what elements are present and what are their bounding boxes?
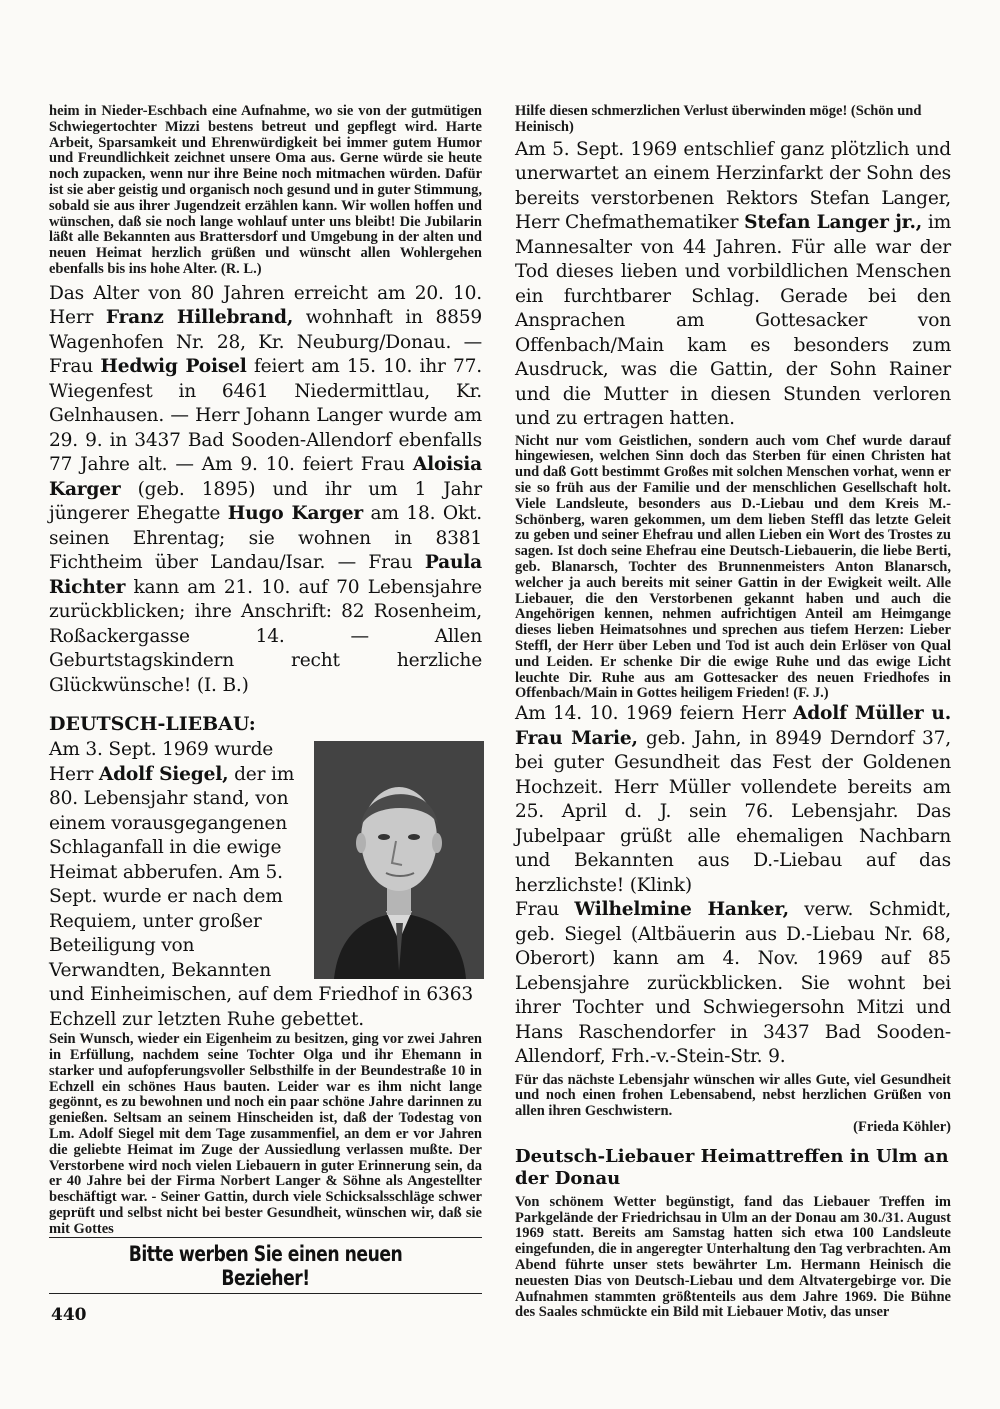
promo-banner (49, 1237, 482, 1294)
golden-wedding-paragraph: Am 14. 10. 1969 feiern Herr Adolf Müller u. Frau Marie, geb. Jahn, in 8949 Derndorf 37, bei guter Gesundheit das Fest der Goldenen Hochzeit. Herr Müller vollendete bereits am 25. April d. J. sein 76. Lebensjahr. Das Jubelpaar grüßt alle ehemaligen Nachbarn und Bekannten aus D.-Liebau auf das herzlichste! (Klink) (515, 703, 952, 896)
hanker-birthday-paragraph: Frau Wilhelmine Hanker, verw. Schmidt, geb. Siegel (Altbäuerin aus D.-Liebau Nr. 68, Oberort) kann am 4. Nov. 1969 auf 85 Lebensjahre zurückblicken. Sie wohnt bei ihrer Tochter und Schwiegersohn Mitzi und Hans Raschendorfer in 3437 Bad Sooden-Allendorf, Frh.-v.-Stein-Str. 9. (515, 899, 951, 1068)
left-column (49, 104, 482, 1238)
left-paragraph-4: Sein Wunsch, wieder ein Eigenheim zu besitzen, ging vor zwei Jahren in Erfüllung, nachdem seine Tochter Olga und ihr Ehemann in starker und aufopferungsvoller Selbsthilfe in der Beundestraße 10 in Echzell ein schönes Haus bauten. Leider war es ihm nicht lange gegönnt, es zu bewohnen und noch ein paar schöne Jahre darinnen zu genießen. Seltsam an seinem Hinscheiden ist, daß der Todestag von Lm. Adolf Siegel mit dem Tage zusammenfiel, an dem er vor Jahren die geliebte Heimat im Zuge der Aussiedlung verlassen mußte. Der Verstorbene wird noch vielen Liebauern in guter Erinnerung sein, da er 40 Jahre bei der Firma Norbert Langer & Söhne als Angestellter beschäftigt war. - Seiner Gattin, durch viele Schicksalsschläge schwer geprüft und selbst nicht bei bester Gesundheit, wünschen wir, daß sie mit Gottes (49, 1031, 482, 1237)
right-paragraph-3: Nicht nur vom Geistlichen, sondern auch vom Chef wurde darauf hingewiesen, welchen Sinn doch das Sterben für einen Christen hat und daß Gott bestimmt Großes mit solchen Menschen vorhat, wenn er sie so früh aus der Familie und der menschlichen Gesellschaft holt. Viele Landsleute, besonders aus D.-Liebau und dem Kreis M.-Schönberg, waren gekommen, um dem lieben Steffl das letzte Geleit zu geben und seiner Ehefrau und allen Lieben ein Wort des Trostes zu sagen. Ist doch seine Ehefrau eine Deutsch-Liebauerin, die liebe Berti, geb. Blanarsch, Tochter des Brunnenmeisters Anton Blanarsch, welcher ja auch bereits mit seiner Gattin in der Ewigkeit weilt. Alle Liebauer, die den Verstorbenen gekannt haben und auch die Angehörigen kennen, nehmen aufrichtigen Anteil am Heimgange dieses lieben Heimatsohnes und sprechen aus tiefem Herzen: Lieber Steffl, der Herr über Leben und Tod ist auch dein Erlöser von Qual und Leiden. Er schenke Dir die ewige Ruhe und das ewige Licht leuchte Dir. Ruhe aus am Gottesacker des neuen Friedhofes in Offenbach/Main in Gottes heiligem Frieden! (F. J.) (515, 432, 951, 702)
obituary-siegel-paragraph: Am 3. Sept. 1969 wurde Herr Adolf Siegel, der im 80. Lebensjahr stand, von einem vorausgegangenen Schlaganfall in die ewige Heimat abberufen. Am 5. Sept. wurde er nach dem Requiem, unter großer Beteiligung von Verwandten, Bekannten und Einheimischen, auf dem Friedhof in 6363 Echzell zur letzten Ruhe gebettet. (49, 739, 473, 1030)
page-number: 440 (51, 1305, 87, 1325)
obituary-langer-paragraph: Am 5. Sept. 1969 entschlief ganz plötzlich und unerwartet an einem Herzinfarkt der Sohn des bereits verstorbenen Rektors Stefan Langer, Herr Chefmathematiker Stefan Langer jr., im Mannesalter von 44 Jahren. Für alle war der Tod dieses lieben und vorbildlichen Menschen ein furchtbarer Schlag. Gerade bei den Ansprachen am Gottesacker von Offenbach/Main kam es besonders zum Ausdruck, was die Gattin, der Sohn Rainer und die Mutter in diesen Stunden verloren und zu ertragen hatten. (515, 138, 952, 430)
right-paragraph-6: Für das nächste Lebensjahr wünschen wir alles Gute, viel Gesundheit und noch einen frohen Lebensabend, nebst herzlichen Grüßen von allen ihren Geschwistern. (515, 1071, 951, 1120)
promo-banner-text: Bitte werben Sie einen neuen Bezieher! (128, 1242, 403, 1290)
left-paragraph-1: heim in Nieder-Eschbach eine Aufnahme, wo sie von der gutmütigen Schwiegertochter Mizzi bestens betreut und gepflegt wird. Harte Arbeit, Sparsamkeit und Ehrenwürdigkeit bei immer gutem Humor und Freundlichkeit zeichnet unsere Oma aus. Gerne würde sie heute noch zupacken, wenn nur ihre Beine noch mitmachen würden. Dafür ist sie aber geistig und organisch noch gesund und in guter Stimmung, sobald sie aus ihrer Jugendzeit erzählen kann. Wir wollen hoffen und wünschen, daß sie noch lange wohlauf unter uns bleibt! Die Jubilarin läßt alle Bekannten aus Brattersdorf und Umgebung in der alten und neuen Heimat herzlich grüßen und wünscht allen Wohlergehen ebenfalls bis ins hohe Alter. (R. L.) (49, 103, 482, 277)
right-paragraph-7: Von schönem Wetter begünstigt, fand das Liebauer Treffen im Parkgelände der Friedrichsau in Ulm an der Donau am 30./31. August 1969 statt. Bereits am Samstag hatten sich etwa 100 Landsleute eingefunden, die in angeregter Unterhaltung den Tag verbrachten. Am Abend führte unser stets bewährter Lm. Hermann Heinisch die neuesten Dias von Deutsch-Liebau und dem Altvatergebirge vor. Die Aufnahmen stammten größtenteils aus dem Jahre 1969. Die Bühne des Saales schmückte ein Bild mit Liebauer Motiv, das unser (515, 1193, 951, 1321)
section-heading-ulm-treffen: Deutsch-Liebauer Heimattreffen in Ulm an der Donau (515, 1145, 949, 1190)
right-paragraph-1: Hilfe diesen schmerzlichen Verlust überwinden möge! (Schön und Heinisch) (515, 103, 922, 135)
right-column (515, 104, 951, 1321)
signature-frieda-koehler: (Frieda Köhler) (853, 1119, 951, 1136)
left-birthday-paragraph: Das Alter von 80 Jahren erreicht am 20. 10. Herr Franz Hillebrand, wohnhaft in 8859 Wagenhofen Nr. 28, Kr. Neuburg/Donau. — Frau Hedwig Poisel feiert am 15. 10. ihr 77. Wiegenfest in 6461 Niedermittlau, Kr. Gelnhausen. — Herr Johann Langer wurde am 29. 9. in 3437 Bad Sooden-Allendorf ebenfalls 77 Jahre alt. — Am 9. 10. feiert Frau Aloisia Karger (geb. 1895) und ihr um 1 Jahr jüngerer Ehegatte Hugo Karger am 18. Okt. seinen Ehrentag; sie wohnen in 8381 Fichtheim über Landau/Isar. — Frau Paula Richter kann am 21. 10. auf 70 Lebensjahre zurückblicken; ihre Anschrift: 82 Rosenheim, Roßackergasse 14. — Allen Geburtstagskindern recht herzliche Glückwünsche! (I. B.) (49, 282, 482, 696)
portrait-photo-icon (314, 741, 484, 979)
obituary-block (49, 738, 482, 1032)
section-heading-deutsch-liebau: DEUTSCH-LIEBAU: (49, 713, 256, 736)
